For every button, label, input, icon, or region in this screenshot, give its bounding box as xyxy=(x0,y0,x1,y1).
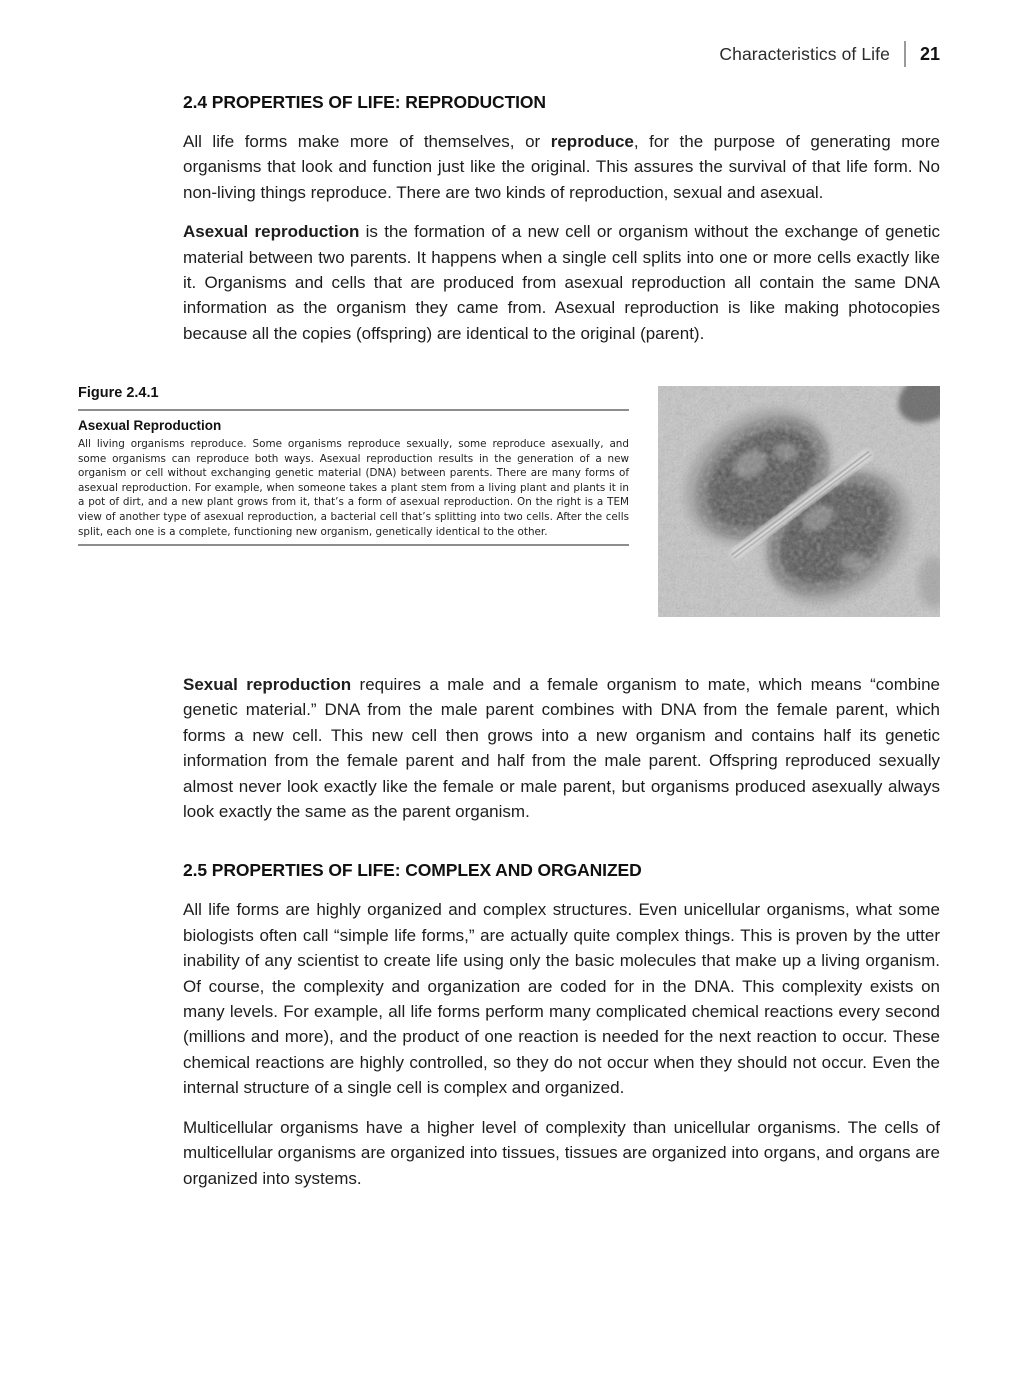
tem-micrograph-image xyxy=(658,386,940,617)
figure-caption-text: All living organisms reproduce. Some organisms reproduce sexually, some reproduce asexually, and some organisms can reproduce both ways. Asexual reproduction results in the generation of a new organism or cell without exchanging genetic material (DNA) between parents. There are many forms of asexual reproduction. For example, when someone takes a plant stem from a living plant and plants it in a pot of dirt, and a new plant grows from it, that’s a form of asexual reproduction. On the right is a TEM view of another type of asexual reproduction, a bacterial cell that’s splitting into two cells. After the cells split, each one is a complete, functioning new organism, genetically identical to the other. xyxy=(78,438,629,538)
header-title: Characteristics of Life xyxy=(719,43,890,64)
figure-caption-column xyxy=(78,385,629,546)
paragraph-text: Multicellular organisms have a higher level of complexity than unicellular organisms. The cells of multicellular organisms are organized into tissues, tissues are organized into organs, and organs are organized into systems. xyxy=(183,1117,940,1188)
paragraph-text: All life forms make more of themselves, or reproduce, for the purpose of generating more organisms that look and function just like the original. This assures the survival of that life form. No non-living things reproduce. There are two kinds of reproduction, sexual and asexual. xyxy=(183,132,940,202)
paragraph-reproduction-intro xyxy=(183,129,940,205)
term-reproduce: reproduce xyxy=(550,132,634,151)
page-header xyxy=(719,40,940,68)
figure-2-4-1 xyxy=(78,385,940,620)
paragraph-text: is the formation of a new cell or organism without the exchange of genetic material between two parents. It happens when a single cell splits into one or more cells exactly like it. Organisms and cells that are produced from asexual reproduction all contain the same DNA information as the organism they came from. Asexual reproduction is like making photocopies because all the copies (offspring) are identical to the original (parent). xyxy=(183,222,940,343)
header-divider xyxy=(904,41,906,67)
section-spacer xyxy=(183,838,940,860)
term-asexual-reproduction: Asexual reproduction xyxy=(183,222,360,242)
paragraph-complex-organized xyxy=(183,897,940,1100)
figure-subtitle: Asexual Reproduction xyxy=(78,418,222,434)
section-2-4 xyxy=(183,92,940,346)
paragraph-sexual-reproduction xyxy=(183,672,940,824)
section-heading-2-5: 2.5 PROPERTIES OF LIFE: COMPLEX AND ORGANIZED xyxy=(183,860,642,881)
page-number: 21 xyxy=(919,43,940,64)
paragraph-asexual-reproduction xyxy=(183,219,940,346)
page-title: 2.4 PROPERTIES OF LIFE: REPRODUCTION xyxy=(183,92,546,112)
term-sexual-reproduction: Sexual reproduction xyxy=(183,675,352,694)
figure-rule-bottom xyxy=(78,544,629,546)
paragraph-text: All life forms are highly organized and complex structures. Even unicellular organisms, what some biologists often call “simple life forms,” are actually quite complex things. This is proven by the utter inability of any scientist to create life using only the basic molecules that make up a living organism. Of course, the complexity and organization are coded for in the DNA. This complexity exists on many levels. For example, all life forms perform many complicated chemical reactions every second (millions and more), and the product of one reaction is needed for the next reaction to occur. These chemical reactions are highly controlled, so they do not occur when they should not occur. Even the internal structure of a single cell is complex and organized. xyxy=(183,900,940,1098)
figure-image-container xyxy=(658,386,940,617)
figure-rule-top xyxy=(78,409,629,411)
paragraph-text: requires a male and a female organism to mate, which means “combine genetic material.” DNA from the male parent combines with DNA from the female parent, which forms a new cell. This new cell then grows into a new organism and contains half its genetic information from the female parent and half from the male parent. Offspring reproduced sexually almost never look exactly like the female or male parent, but organisms produced asexually always look exactly the same as the parent organism. xyxy=(183,675,940,822)
paragraph-multicellular xyxy=(183,1115,940,1191)
section-2-5 xyxy=(183,672,940,1191)
figure-label: Figure 2.4.1 xyxy=(78,385,159,401)
